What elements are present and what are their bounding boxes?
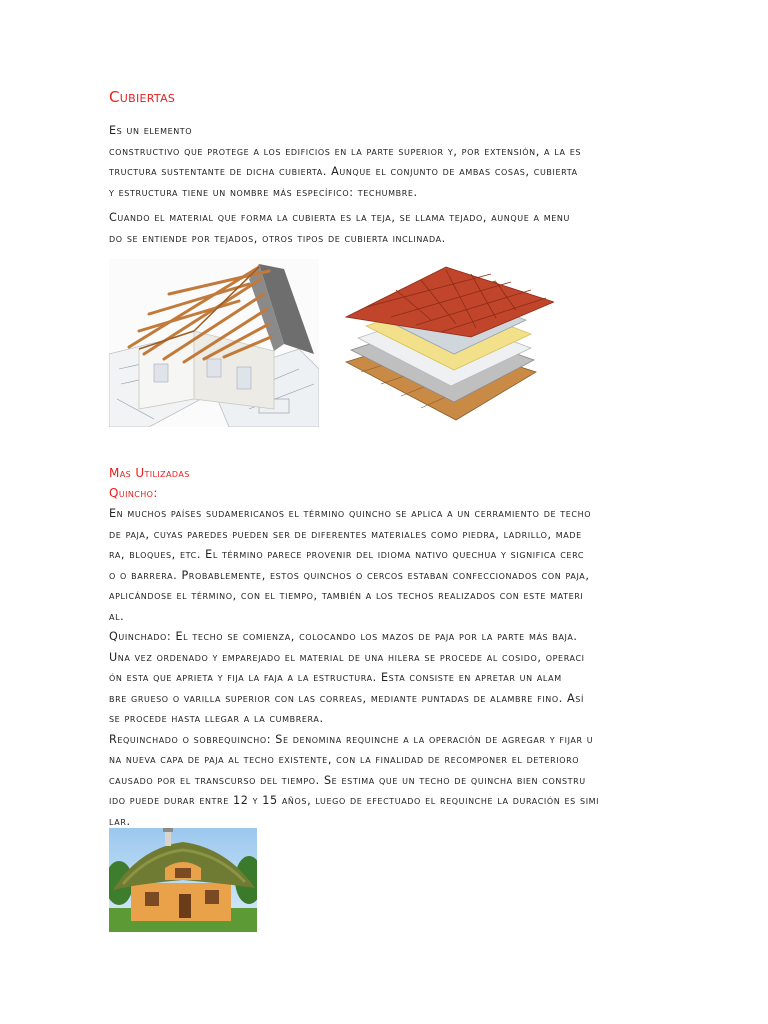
text-line: do se entiende por tejados, otros tipos de cubierta inclinada.	[109, 231, 446, 245]
intro-paragraph	[109, 121, 657, 203]
text-line: al.	[109, 609, 125, 623]
text-line: Es un elemento	[109, 124, 193, 137]
text-line: se procede hasta llegar a la cumbrera.	[109, 712, 324, 725]
text-line: Una vez ordenado y emparejado el material de una hilera se procede al cosido, operaci	[109, 650, 585, 664]
text-line: En muchos países sudamericanos el término quincho se aplica a un cerramiento de techo	[109, 507, 592, 520]
thatched-house-image	[109, 828, 257, 932]
text-line: tructura sustentante de dicha cubierta. Aunque el conjunto de ambas cosas, cubierta	[109, 165, 578, 178]
text-line: de paja, cuyas paredes pueden ser de diferentes materiales como piedra, ladrillo, made	[109, 527, 582, 541]
text-line: causado por el transcurso del tiempo. Se estima que un techo de quincha bien constru	[109, 773, 586, 787]
roof-layers-image	[336, 262, 554, 422]
house-frame-image	[109, 259, 319, 427]
quincho-body	[109, 504, 657, 832]
text-line: na nueva capa de paja al techo existente, con la finalidad de recomponer el deterioro	[109, 753, 580, 766]
tejado-paragraph	[109, 208, 657, 249]
section-title: Mas Utilizadas	[109, 466, 190, 480]
text-line: aplicándose el término, con el tiempo, también a los techos realizados con este materi	[109, 589, 584, 602]
text-line: Cuando el material que forma la cubierta es la teja, se llama tejado, aunque a menu	[109, 211, 570, 224]
text-line: o o barrera. Probablemente, estos quinchos o cercos estaban confeccionados con paja,	[109, 568, 590, 582]
text-line: Requinchado o sobrequincho: Se denomina requinche a la operación de agregar y fijar u	[109, 732, 594, 746]
text-line: y estructura tiene un nombre más específico: techumbre.	[109, 185, 418, 199]
text-line: constructivo que protege a los edificios en la parte superior y, por extensión, a la es	[109, 144, 582, 158]
subsection-title: Quincho:	[109, 486, 158, 500]
text-line: lar.	[109, 814, 131, 828]
page-title: Cubiertas	[109, 88, 176, 106]
text-line: ido puede durar entre 12 y 15 años, luego de efectuado el requinche la duración es simi	[109, 794, 600, 807]
text-line: Quinchado: El techo se comienza, colocando los mazos de paja por la parte más baja.	[109, 630, 578, 643]
text-line: ra, bloques, etc. El término parece provenir del idioma nativo quechua y significa cerc	[109, 548, 585, 561]
text-line: bre grueso o varilla superior con las correas, mediante puntadas de alambre fino. Así	[109, 691, 584, 705]
text-line: ón esta que aprieta y fija la faja a la estructura. Esta consiste en apretar un alam	[109, 671, 562, 684]
